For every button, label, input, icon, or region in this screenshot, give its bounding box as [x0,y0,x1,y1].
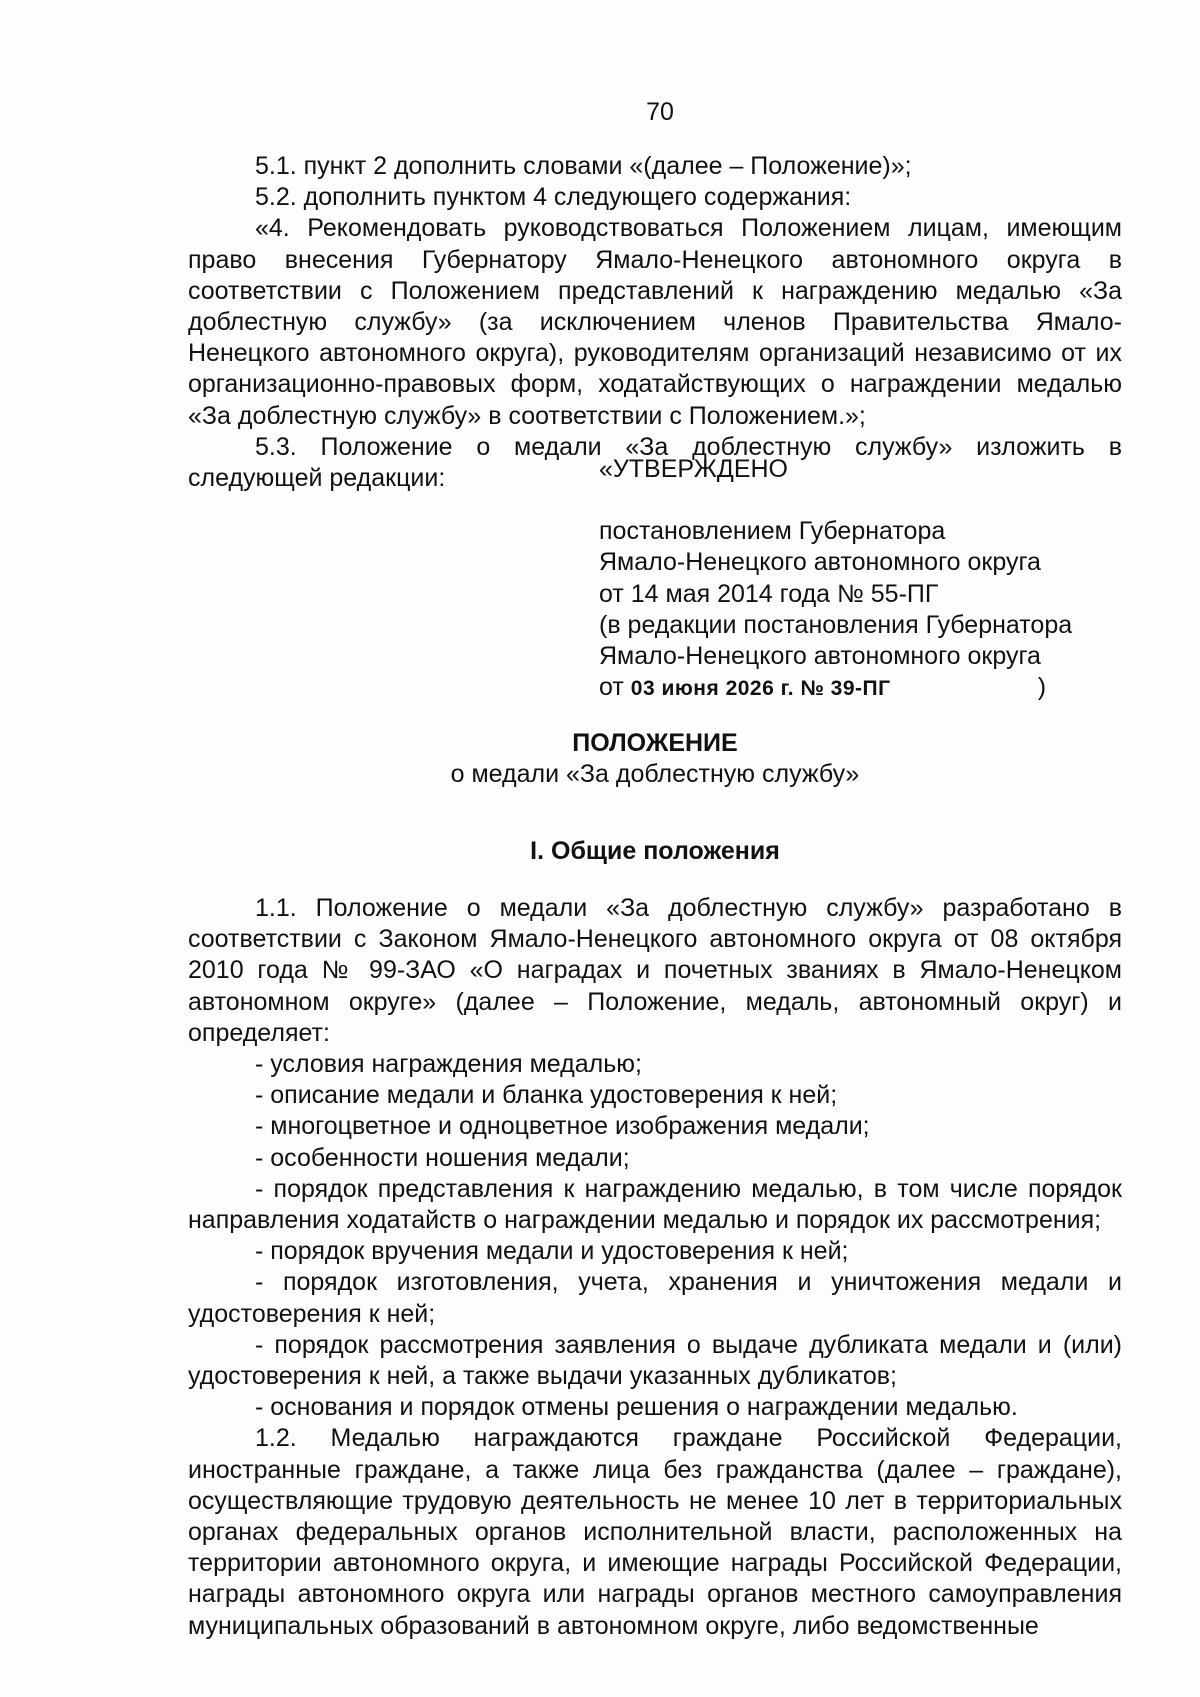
approval-date-suffix: ) [1037,673,1047,702]
approval-stamp [599,454,1072,704]
section-title: I. Общие положения [530,837,780,865]
approval-line: (в редакции постановления Губернатора [599,610,1073,639]
amendment-5-3: 5.3. Положение о медали «За доблестную службу» изложить в следующей редакции: [188,432,1122,493]
clause-1-1-item: - порядок вручения медали и удостоверения к ней; [255,1237,849,1266]
clause-1-1-item: - описание медали и бланка удостоверения к ней; [255,1081,838,1110]
amendment-new-point-4: «4. Рекомендовать руководствоваться Положением лицам, имеющим право внесения Губернатору Ямало-Ненецкого автономного округа в соответствии с Положением представлений к награждению медалью «За доблестную службу» (за исключением членов Правительства Ямало-Ненецкого автономного округа), руководителям организаций независимо от их организационно-правовых форм, ходатайствующих о награждении медалью «За доблестную службу» в соответствии с Положением.»; [188,214,1122,430]
approval-line: Ямало-Ненецкого автономного округа [599,548,1041,577]
approval-date-prefix: от [599,673,624,702]
clause-1-1: 1.1. Положение о медали «За доблестную службу» разработано в соответствии с Законом Ямало-Ненецкого автономного округа от 08 октября 2010 года № 99-ЗАО «О наградах и почетных званиях в Ямало-Ненецком автономном округе» (далее – Положение, медаль, автономный округ) и определяет: [188,894,1122,1047]
document-subtitle: о медали «За доблестную службу» [450,760,860,789]
clause-1-1-item: - условия награждения медалью; [255,1050,642,1079]
approval-date-line [599,672,1072,704]
approval-line: постановлением Губернатора [599,517,946,546]
approval-heading: «УТВЕРЖДЕНО [599,455,788,483]
clause-1-1-item: - особенности ношения медали; [255,1143,630,1172]
amendments-block [188,151,1122,494]
clause-1-1-item: - многоцветное и одноцветное изображения медали; [255,1112,870,1141]
approval-date-value: 03 июня 2026 г. № 39-ПГ [630,677,891,701]
document-title: ПОЛОЖЕНИЕ [572,729,738,757]
clause-1-1-item: - порядок представления к награждению медалью, в том числе порядок направления ходатайств о награждении медалью и порядок их рассмотрения; [188,1174,1122,1235]
clause-1-1-item: - порядок рассмотрения заявления о выдаче дубликата медали и (или) удостоверения к ней, а также выдачи указанных дубликатов; [188,1330,1122,1391]
approval-line: от 14 мая 2014 года № 55-ПГ [599,579,939,608]
amendment-5-1: 5.1. пункт 2 дополнить словами «(далее – Положение)»; [255,152,912,180]
clause-1-2: 1.2. Медалью награждаются граждане Российской Федерации, иностранные граждане, а также лица без гражданства (далее – граждане), осуществляющие трудовую деятельность не менее 10 лет в территориальных органах федеральных органов исполнительной власти, расположенных на территории автономного округа, и имеющие награды Российской Федерации, награды автономного округа или награды органов местного самоуправления муниципальных образований в автономном округе, либо ведомственные [188,1424,1122,1640]
approval-line: Ямало-Ненецкого автономного округа [599,642,1041,671]
page-number: 70 [646,98,674,126]
clause-1-1-item: - основания и порядок отмены решения о награждении медалью. [255,1393,1018,1422]
section-content [188,893,1122,1642]
clause-1-1-item: - порядок изготовления, учета, хранения и уничтожения медали и удостоверения к ней; [188,1268,1122,1328]
document-title-block [188,728,1122,790]
amendment-5-2: 5.2. дополнить пунктом 4 следующего содержания: [255,183,852,212]
